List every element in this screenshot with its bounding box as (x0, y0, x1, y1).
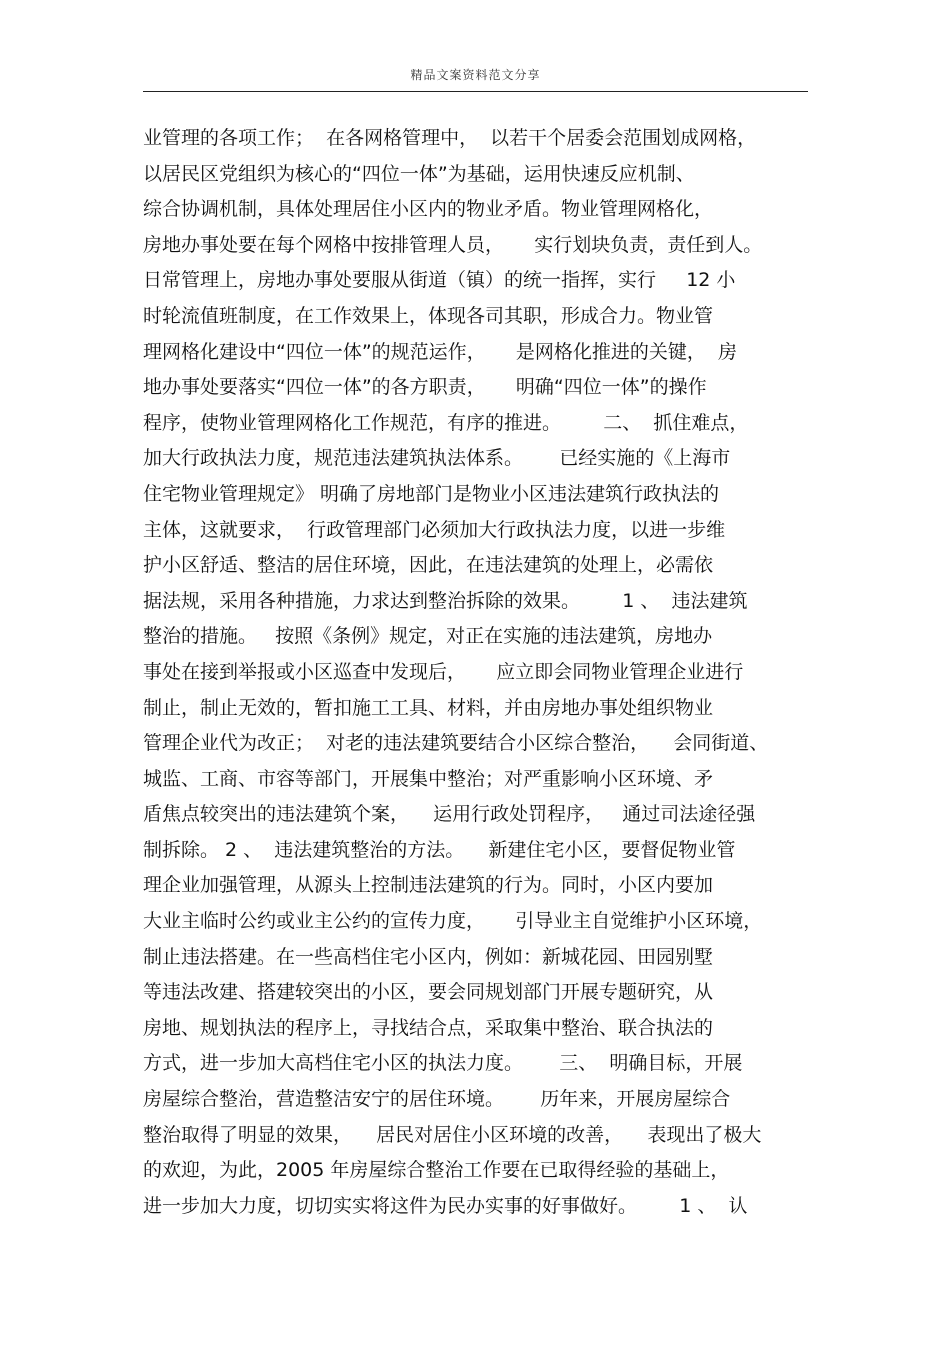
text-line: 事处在接到举报或小区巡查中发现后， 应立即会同物业管理企业进行 (143, 660, 744, 683)
text-line: 管理企业代为改正； 对老的违法建筑要结合小区综合整治， 会同街道、 (143, 732, 769, 755)
text-line: 据法规，采用各种措施，力求达到整治拆除的效果。 1 、 违法建筑 (143, 589, 748, 612)
text-line: 房屋综合整治，营造整洁安宁的居住环境。 历年来，开展房屋综合 (143, 1088, 731, 1111)
text-line: 进一步加大力度，切切实实将这件为民办实事的好事做好。 1 、 认 (143, 1194, 748, 1217)
text-line: 程序，使物业管理网格化工作规范，有序的推进。 二、 抓住难点， (143, 411, 749, 434)
text-line: 加大行政执法力度，规范违法建筑执法体系。 已经实施的《上海市 (143, 447, 731, 470)
text-line: 业管理的各项工作； 在各网格管理中， 以若干个居委会范围划成网格， (143, 127, 757, 149)
body-text (143, 121, 808, 1224)
text-line: 盾焦点较突出的违法建筑个案， 运用行政处罚程序， 通过司法途径强 (143, 803, 756, 826)
text-line: 制拆除。 2 、 违法建筑整治的方法。 新建住宅小区，要督促物业管 (143, 838, 736, 861)
text-line: 的欢迎，为此，2005 年房屋综合整治工作要在已取得经验的基础上， (143, 1159, 730, 1182)
page-header: 精品文案资料范文分享 (410, 68, 541, 82)
text-line: 房地办事处要在每个网格中按排管理人员， 实行划块负责，责任到人。 (143, 233, 763, 256)
text-line: 以居民区党组织为核心的“四位一体”为基础，运用快速反应机制、 (143, 162, 695, 185)
text-line: 住宅物业管理规定》 明确了房地部门是物业小区违法建筑行政执法的 (143, 482, 720, 505)
text-line: 制止违法搭建。在一些高档住宅小区内，例如：新城花园、田园别墅 (143, 945, 714, 968)
text-line: 护小区舒适、整洁的居住环境，因此，在违法建筑的处理上，必需依 (143, 554, 714, 577)
text-line: 整治的措施。 按照《条例》规定，对正在实施的违法建筑，房地办 (143, 625, 713, 648)
text-line: 大业主临时公约或业主公约的宣传力度， 引导业主自觉维护小区环境， (143, 910, 763, 933)
text-line: 理网格化建设中“四位一体”的规范运作， 是网格化推进的关键， 房 (143, 340, 737, 363)
text-line: 等违法改建、搭建较突出的小区，要会同规划部门开展专题研究，从 (143, 981, 714, 1004)
text-line: 房地、规划执法的程序上，寻找结合点，采取集中整治、联合执法的 (143, 1016, 714, 1039)
text-line: 时轮流值班制度，在工作效果上，体现各司其职，形成合力。物业管 (143, 304, 714, 327)
text-line: 制止，制止无效的，暂扣施工工具、材料，并由房地办事处组织物业 (143, 696, 714, 719)
text-line: 理企业加强管理，从源头上控制违法建筑的行为。同时，小区内要加 (143, 874, 714, 897)
text-line: 地办事处要落实“四位一体”的各方职责， 明确“四位一体”的操作 (143, 376, 707, 399)
text-line: 主体，这就要求， 行政管理部门必须加大行政执法力度，以进一步维 (143, 518, 726, 541)
header-divider (143, 91, 808, 92)
text-line: 城监、工商、市容等部门，开展集中整治；对严重影响小区环境、矛 (143, 767, 714, 790)
text-line: 日常管理上，房地办事处要服从街道（镇）的统一指挥，实行 12 小 (143, 269, 736, 292)
text-line: 整治取得了明显的效果， 居民对居住小区环境的改善， 表现出了极大 (143, 1123, 762, 1146)
text-line: 方式，进一步加大高档住宅小区的执法力度。 三、 明确目标，开展 (143, 1052, 743, 1075)
text-line: 综合协调机制，具体处理居住小区内的物业矛盾。物业管理网格化， (143, 198, 714, 221)
